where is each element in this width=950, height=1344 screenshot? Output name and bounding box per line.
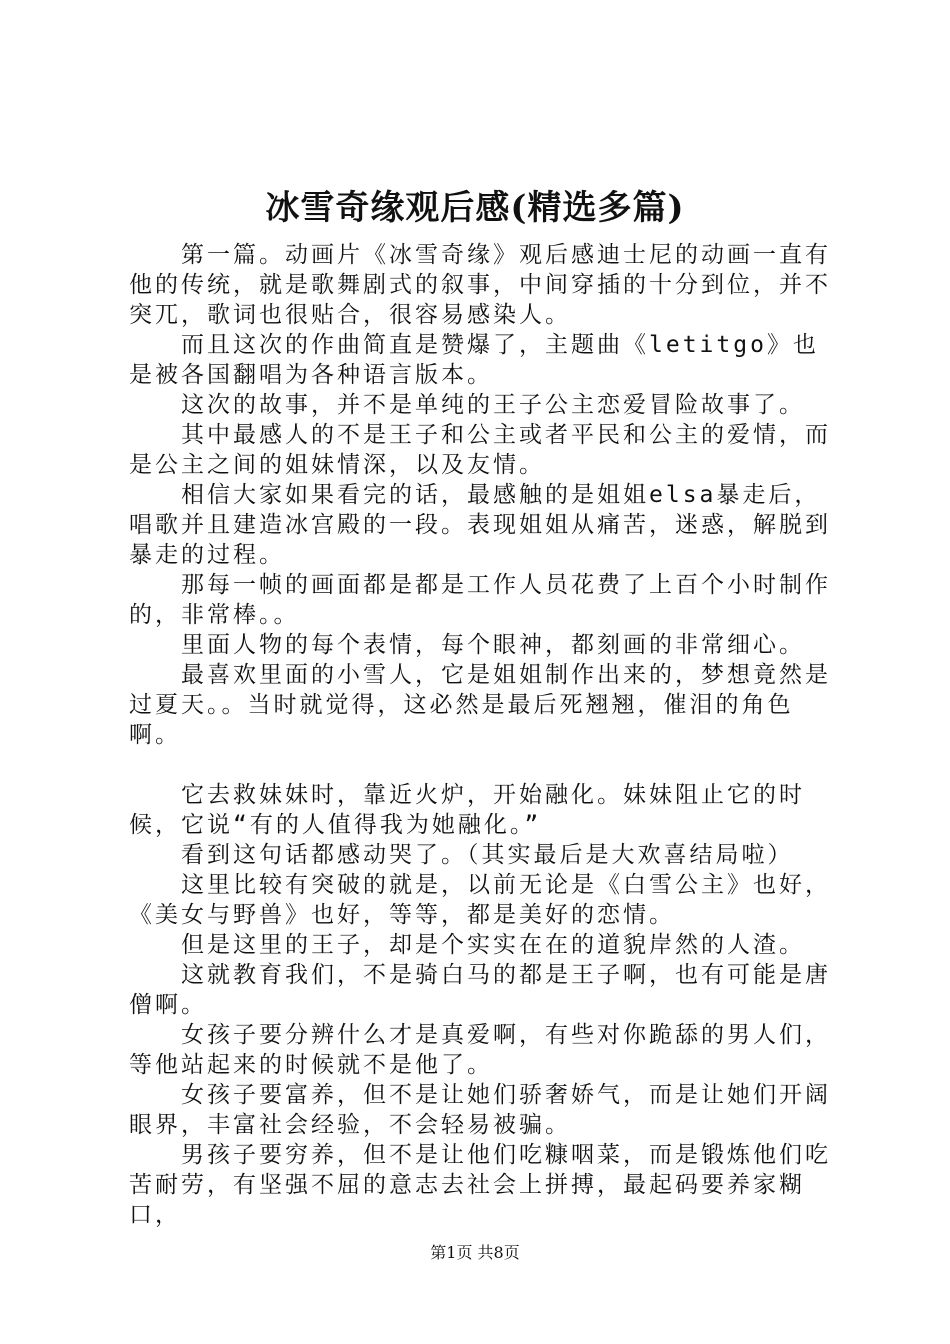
paragraph: 这里比较有突破的就是，以前无论是《白雪公主》也好，《美女与野兽》也好，等等，都是美好的恋情。 [129, 872, 831, 928]
paragraph: 第一篇。动画片《冰雪奇缘》观后感迪士尼的动画一直有他的传统，就是歌舞剧式的叙事，中间穿插的十分到位，并不突兀，歌词也很贴合，很容易感染人。 [129, 242, 831, 328]
paragraph: 这次的故事，并不是单纯的王子公主恋爱冒险故事了。 [181, 392, 805, 418]
paragraph: 男孩子要穷养，但不是让他们吃糠咽菜，而是锻炼他们吃苦耐劳，有坚强不屈的意志去社会上拼搏，最起码要养家糊口， [129, 1142, 831, 1228]
paragraph: 那每一帧的画面都是都是工作人员花费了上百个小时制作的，非常棒。。 [129, 572, 831, 628]
paragraph: 其中最感人的不是王子和公主或者平民和公主的爱情，而是公主之间的姐妹情深，以及友情。 [129, 422, 831, 478]
paragraph: 女孩子要富养，但不是让她们骄奢娇气，而是让她们开阔眼界，丰富社会经验，不会轻易被骗。 [129, 1082, 831, 1138]
document-title: 冰雪奇缘观后感(精选多篇) [265, 188, 685, 228]
page-footer: 第1页 共8页 [430, 1243, 520, 1262]
paragraph: 这就教育我们，不是骑白马的都是王子啊，也有可能是唐僧啊。 [129, 962, 831, 1018]
paragraph: 而且这次的作曲简直是赞爆了，主题曲《letitgo》也是被各国翻唱为各种语言版本。 [129, 332, 819, 388]
paragraph: 它去救妹妹时，靠近火炉，开始融化。妹妹阻止它的时候，它说“有的人值得我为她融化。” [129, 782, 805, 838]
paragraph: 但是这里的王子，却是个实实在在的道貌岸然的人渣。 [181, 932, 805, 958]
paragraph: 看到这句话都感动哭了。（其实最后是大欢喜结局啦） [181, 842, 794, 868]
paragraph: 最喜欢里面的小雪人，它是姐姐制作出来的，梦想竟然是过夏天。。当时就觉得，这必然是最后死翘翘，催泪的角色啊。 [129, 662, 831, 748]
paragraph: 女孩子要分辨什么才是真爱啊，有些对你跪舔的男人们，等他站起来的时候就不是他了。 [129, 1022, 831, 1078]
paragraph: 里面人物的每个表情，每个眼神，都刻画的非常细心。 [181, 632, 805, 658]
paragraph: 相信大家如果看完的话，最感触的是姐姐elsa暴走后，唱歌并且建造冰宫殿的一段。表现姐姐从痛苦，迷惑，解脱到暴走的过程。 [129, 482, 831, 568]
document-body [129, 240, 841, 1230]
